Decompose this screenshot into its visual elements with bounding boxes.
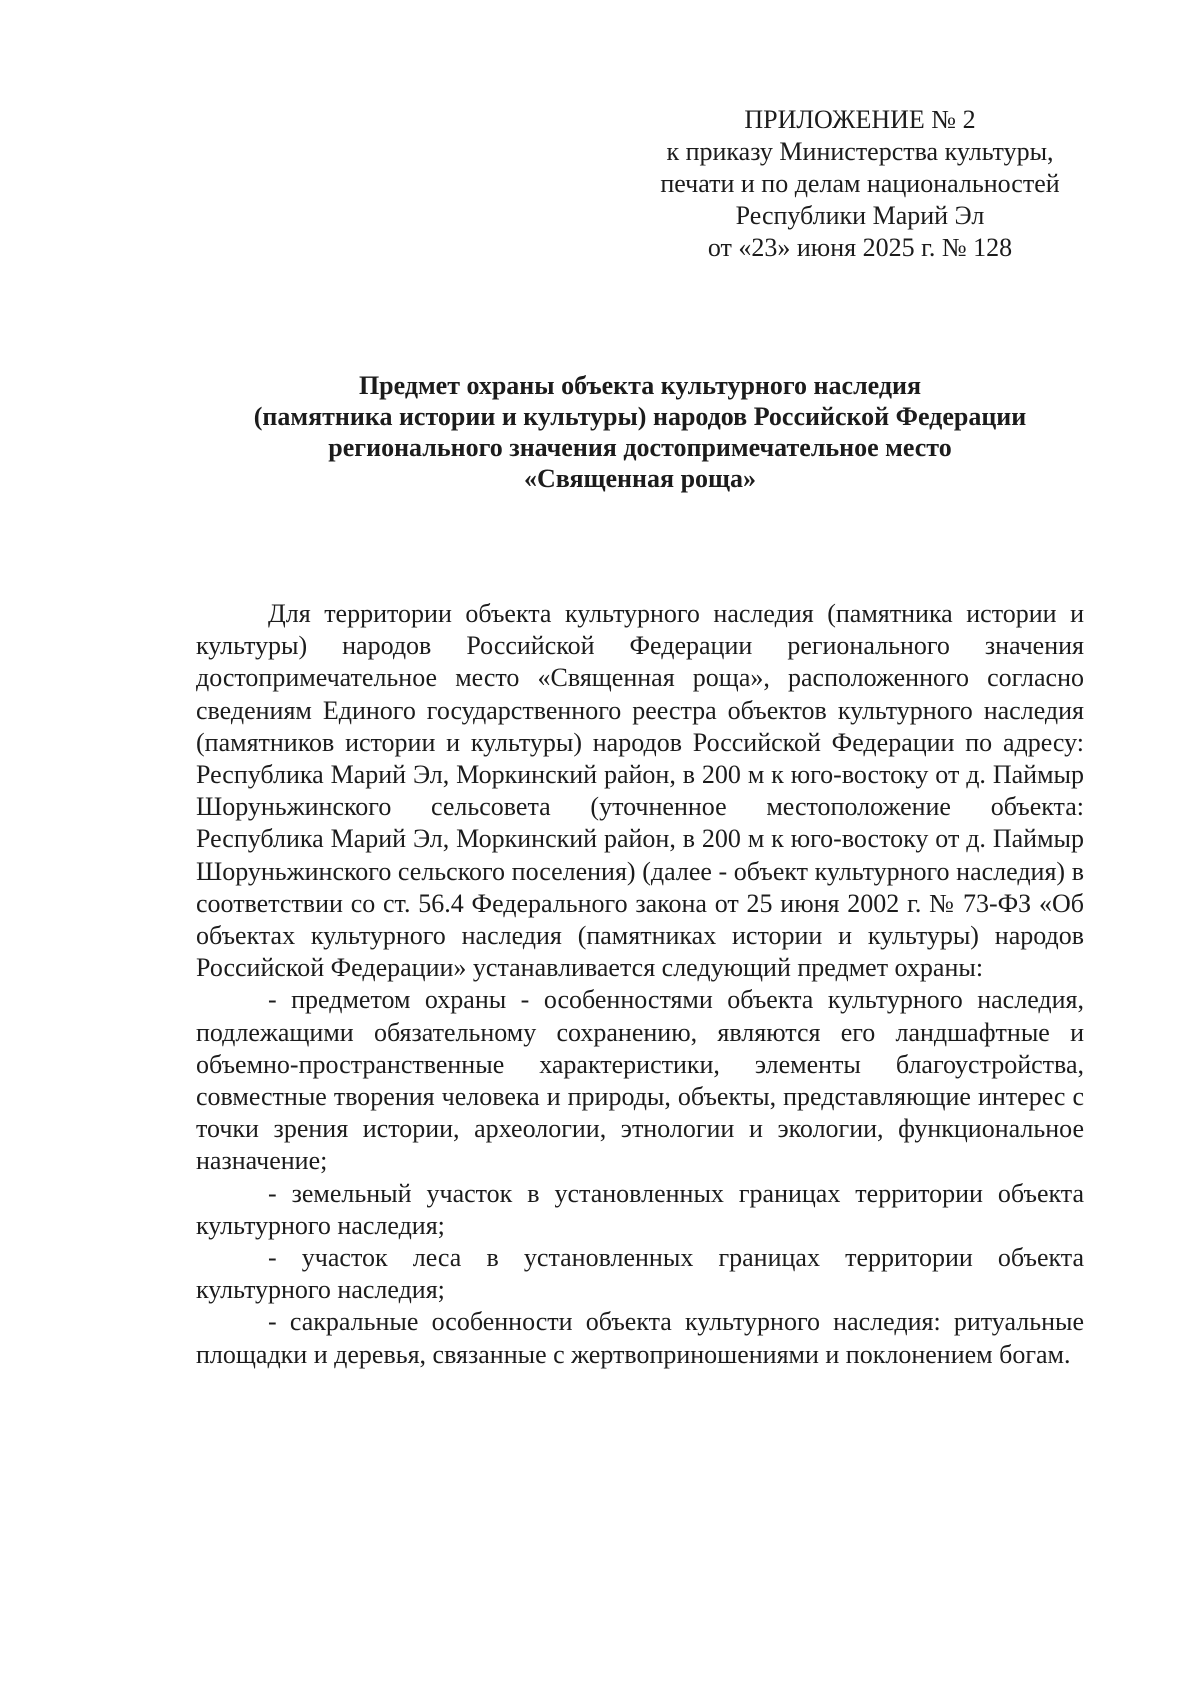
title-line-4: «Священная роща» — [524, 464, 756, 493]
annex-date-line: от «23» июня 2025 г. № 128 — [707, 233, 1013, 262]
title-line-1: Предмет охраны объекта культурного наследия — [358, 371, 922, 400]
list-item-protection-subject: - предметом охраны - особенностями объекта культурного наследия, подлежащими обязательному сохранению, являются его ландшафтные и объемно-пространственные характеристики, элементы благоустройства, совместные творения человека и природы, объекты, представляющие интерес с точки зрения истории, археологии, этнологии и экологии, функциональное назначение; — [196, 985, 1084, 1176]
list-item-forest-plot: - участок леса в установленных границах территории объекта культурного наследия; — [196, 1243, 1084, 1305]
annex-ministry-line: печати и по делам национальностей — [660, 169, 1060, 198]
annex-number: ПРИЛОЖЕНИЕ № 2 — [744, 105, 976, 134]
title-line-2: (памятника истории и культуры) народов Российской Федерации — [253, 402, 1027, 431]
list-item-sacral-features: - сакральные особенности объекта культурного наследия: ритуальные площадки и деревья, связанные с жертвоприношениями и поклонением богам. — [196, 1307, 1084, 1369]
annex-header — [600, 104, 1120, 264]
document-title — [120, 370, 1160, 494]
list-item-land-plot: - земельный участок в установленных границах территории объекта культурного наследия; — [196, 1178, 1084, 1240]
annex-order-line: к приказу Министерства культуры, — [666, 137, 1054, 166]
title-line-3: регионального значения достопримечательное место — [328, 433, 952, 462]
intro-paragraph: Для территории объекта культурного наследия (памятника истории и культуры) народов Российской Федерации регионального значения достопримечательное место «Священная роща», расположенного согласно сведениям Единого государственного реестра объектов культурного наследия (памятников истории и культуры) народов Российской Федерации по адресу: Республика Марий Эл, Моркинский район, в 200 м к юго-востоку от д. Паймыр Шоруньжинского сельсовета (уточненное местоположение объекта: Республика Марий Эл, Моркинский район, в 200 м к юго-востоку от д. Паймыр Шоруньжинского сельского поселения) (далее - объект культурного наследия) в соответствии со ст. 56.4 Федерального закона от 25 июня 2002 г. № 73-ФЗ «Об объектах культурного наследия (памятниках истории и культуры) народов Российской Федерации» устанавливается следующий предмет охраны: — [196, 599, 1084, 983]
document-body — [196, 598, 1084, 1371]
annex-republic-line: Республики Марий Эл — [735, 201, 985, 230]
